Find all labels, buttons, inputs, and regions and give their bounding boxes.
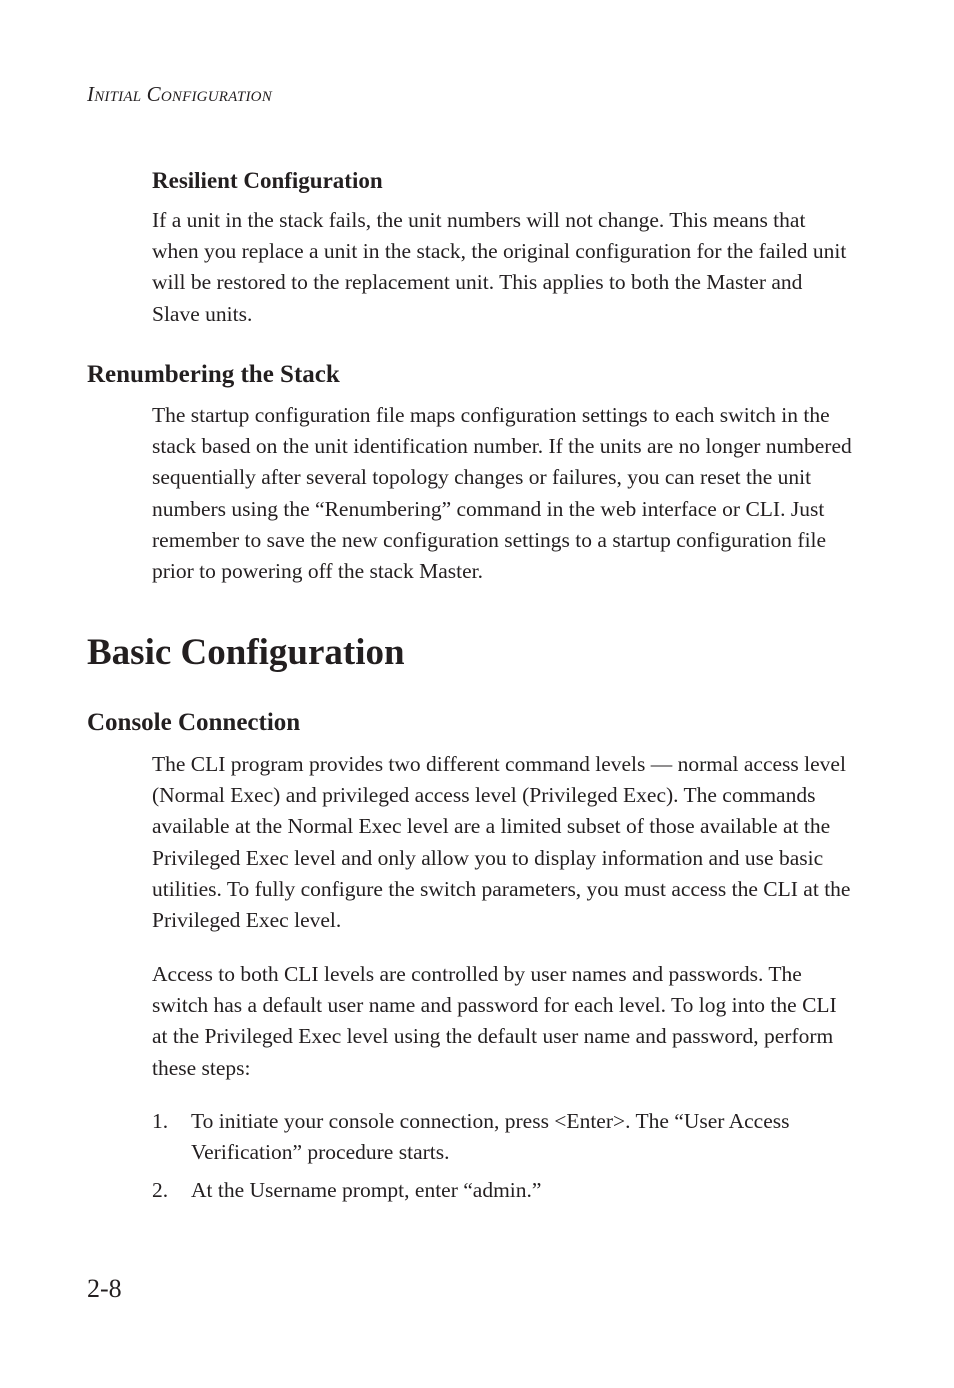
resilient-configuration-heading: Resilient Configuration <box>152 168 383 193</box>
console-connection-paragraph-2: Access to both CLI levels are controlled by user names and passwords. The switch has a default user name and password for each level. To log into the CLI at the Privileged Exec level using the default user name and password, perform these steps: <box>152 962 837 1080</box>
renumbering-stack-paragraph: The startup configuration file maps configuration settings to each switch in the stack based on the unit identification number. If the units are no longer numbered sequentially after several topology changes or failures, you can reset the unit numbers using the “Renumbering” command in the web interface or CLI. Just remember to save the new configuration settings to a startup configuration file prior to powering off the stack Master. <box>152 403 852 584</box>
console-connection-heading: Console Connection <box>87 709 301 736</box>
step-text: To initiate your console connection, press <Enter>. The “User Access Verification” procedure starts. <box>191 1109 790 1165</box>
page-number: 2-8 <box>87 1274 122 1303</box>
console-connection-paragraph-1: The CLI program provides two different command levels — normal access level (Normal Exec) and privileged access level (Privileged Exec). The commands available at the Normal Exec level are a limited subset of those available at the Privileged Exec level and only allow you to display information and use basic utilities. To fully configure the switch parameters, you must access the CLI at the Privileged Exec level. <box>152 752 851 933</box>
basic-configuration-heading: Basic Configuration <box>87 632 405 673</box>
running-header: Initial Configuration <box>87 82 272 106</box>
renumbering-stack-heading: Renumbering the Stack <box>87 361 340 388</box>
step-number: 2. <box>152 1178 169 1202</box>
list-item <box>152 1175 852 1206</box>
step-number: 1. <box>152 1109 169 1133</box>
list-item <box>152 1106 852 1168</box>
step-text: At the Username prompt, enter “admin.” <box>191 1178 542 1202</box>
resilient-configuration-paragraph: If a unit in the stack fails, the unit numbers will not change. This means that when you replace a unit in the stack, the original configuration for the failed unit will be restored to the replacement unit. This applies to both the Master and Slave units. <box>152 208 847 326</box>
